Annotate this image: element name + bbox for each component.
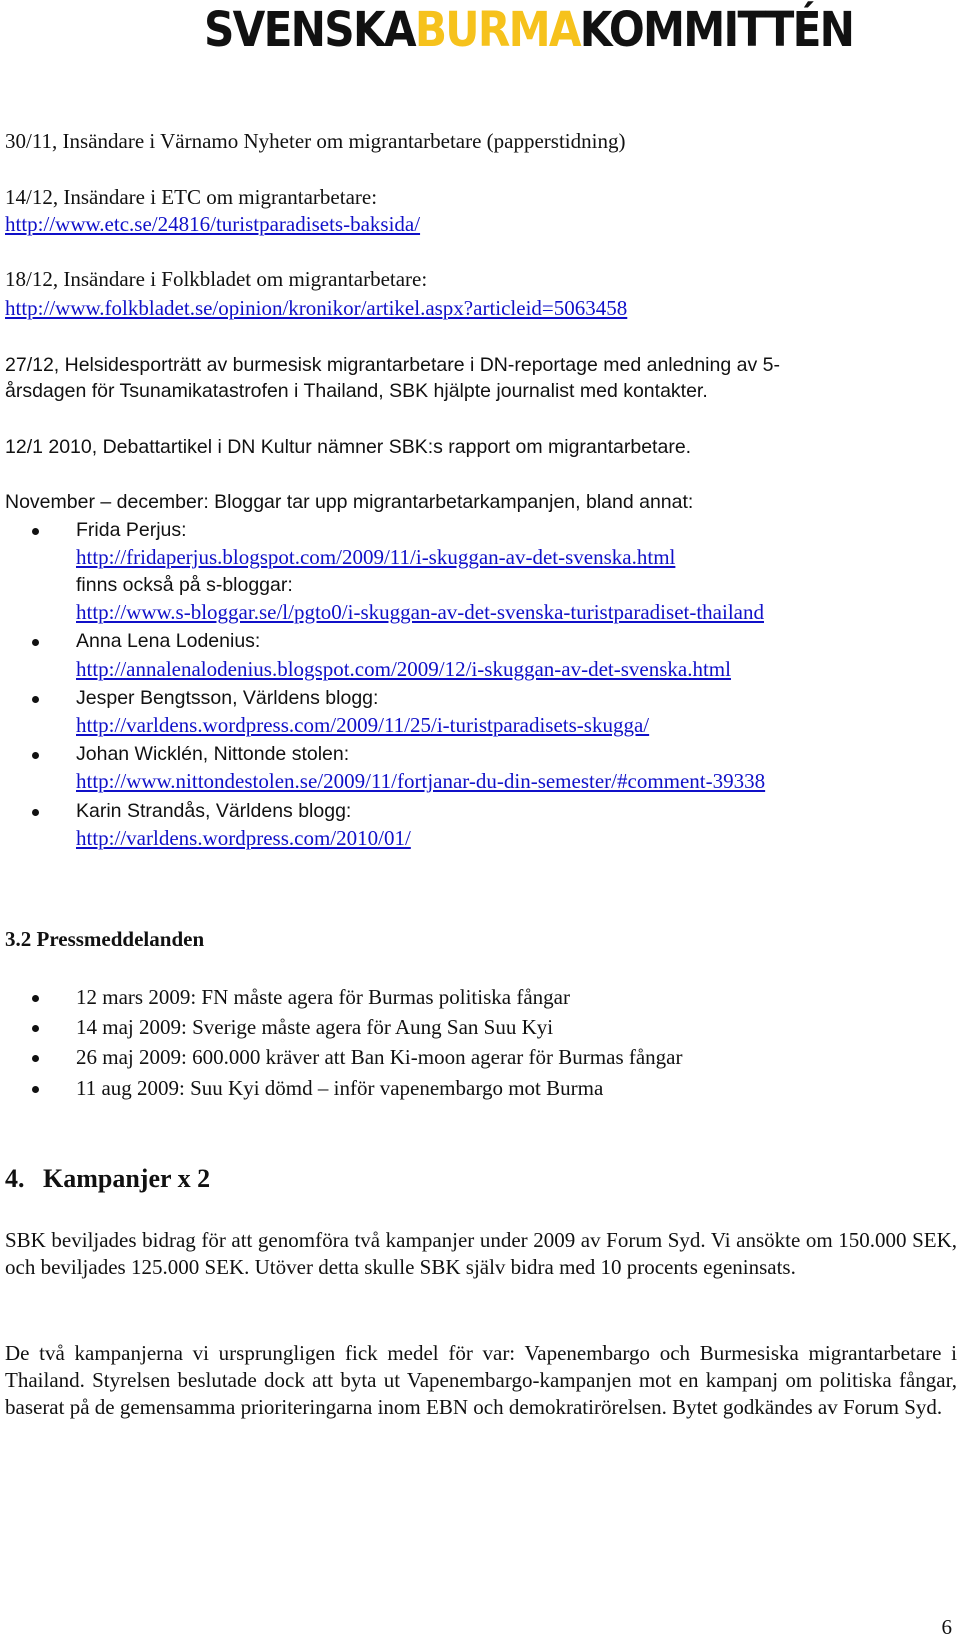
press-item: 26 maj 2009: 600.000 kräver att Ban Ki-moon agerar för Burmas fångar — [76, 1045, 683, 1069]
blog-item-name: Anna Lena Lodenius: — [76, 630, 261, 652]
media-item-1: 30/11, Insändare i Värnamo Nyheter om migrantarbetare (papperstidning) — [5, 129, 626, 153]
press-item: 14 maj 2009: Sverige måste agera för Aung San Suu Kyi — [76, 1015, 554, 1039]
blog-item-name: Karin Strandås, Världens blogg: — [76, 800, 352, 822]
media-item-4-line1: 27/12, Helsidesporträtt av burmesisk migrantarbetare i DN-reportage med anledning av 5- — [5, 354, 780, 376]
blog-item-link[interactable]: http://www.nittondestolen.se/2009/11/fortjanar-du-din-semester/#comment-39338 — [76, 769, 766, 793]
logo-part-2: BURMA — [414, 2, 580, 58]
bullet-icon — [32, 1025, 39, 1032]
media-item-5: 12/1 2010, Debattartikel i DN Kultur nämner SBK:s rapport om migrantarbetare. — [5, 436, 692, 458]
press-heading: 3.2 Pressmeddelanden — [5, 927, 205, 951]
section-4-title: Kampanjer x 2 — [43, 1164, 211, 1193]
logo-part-3: KOMMITTÉN — [579, 2, 854, 58]
bullet-icon — [32, 809, 39, 816]
media-item-3-link[interactable]: http://www.folkbladet.se/opinion/kronikor/artikel.aspx?articleid=5063458 — [5, 296, 628, 320]
blog-item-link[interactable]: http://fridaperjus.blogspot.com/2009/11/i-skuggan-av-det-svenska.html — [76, 545, 676, 569]
bullet-icon — [32, 1086, 39, 1093]
blog-item-name: Johan Wicklén, Nittonde stolen: — [76, 743, 350, 765]
section-4-paragraph-1: SBK beviljades bidrag för att genomföra två kampanjer under 2009 av Forum Syd. Vi ansökte om 150.000 SEK, och beviljades 125.000 SEK. Utöver detta skulle SBK själv bidra med 10 procents egeninsats. — [5, 1228, 957, 1279]
bullet-icon — [32, 696, 39, 703]
bullet-icon — [32, 752, 39, 759]
logo-part-1: SVENSKA — [204, 2, 415, 58]
blog-item-link[interactable]: http://annalenalodenius.blogspot.com/2009/12/i-skuggan-av-det-svenska.html — [76, 657, 731, 681]
organization-logo — [204, 2, 854, 58]
bullet-icon — [32, 639, 39, 646]
press-item: 12 mars 2009: FN måste agera för Burmas politiska fångar — [76, 985, 570, 1009]
blog-item-extra-link[interactable]: http://www.s-bloggar.se/l/pgto0/i-skuggan-av-det-svenska-turistparadiset-thailand — [76, 600, 764, 624]
bullet-icon — [32, 995, 39, 1002]
bullet-icon — [32, 528, 39, 535]
blog-item-link[interactable]: http://varldens.wordpress.com/2009/11/25/i-turistparadisets-skugga/ — [76, 713, 650, 737]
blog-item-link[interactable]: http://varldens.wordpress.com/2010/01/ — [76, 826, 411, 850]
media-item-3: 18/12, Insändare i Folkbladet om migrantarbetare: — [5, 267, 428, 291]
section-4-number: 4. — [5, 1164, 25, 1193]
bullet-icon — [32, 1055, 39, 1062]
media-item-2: 14/12, Insändare i ETC om migrantarbetare: — [5, 185, 378, 209]
blog-item-name: Jesper Bengtsson, Världens blogg: — [76, 687, 379, 709]
blog-item-extra: finns också på s-bloggar: — [76, 574, 293, 596]
page-number: 6 — [941, 1615, 952, 1639]
section-4-paragraph-2: De två kampanjerna vi ursprungligen fick medel för var: Vapenembargo och Burmesiska migrantarbetare i Thailand. Styrelsen beslutade dock att byta ut Vapenembargo-kampanjen mot en kampanj om politiska fångar, baserat på de gemensamma prioriteringarna inom EBN och demokratirörelsen. Bytet godkändes av Forum Syd. — [5, 1341, 957, 1419]
media-item-2-link[interactable]: http://www.etc.se/24816/turistparadisets-baksida/ — [5, 212, 421, 236]
media-item-4-line2: årsdagen för Tsunamikatastrofen i Thailand, SBK hjälpte journalist med kontakter. — [5, 380, 708, 402]
press-item: 11 aug 2009: Suu Kyi dömd – inför vapenembargo mot Burma — [76, 1076, 604, 1100]
blogs-intro: November – december: Bloggar tar upp migrantarbetarkampanjen, bland annat: — [5, 491, 694, 513]
blog-item-name: Frida Perjus: — [76, 519, 187, 541]
